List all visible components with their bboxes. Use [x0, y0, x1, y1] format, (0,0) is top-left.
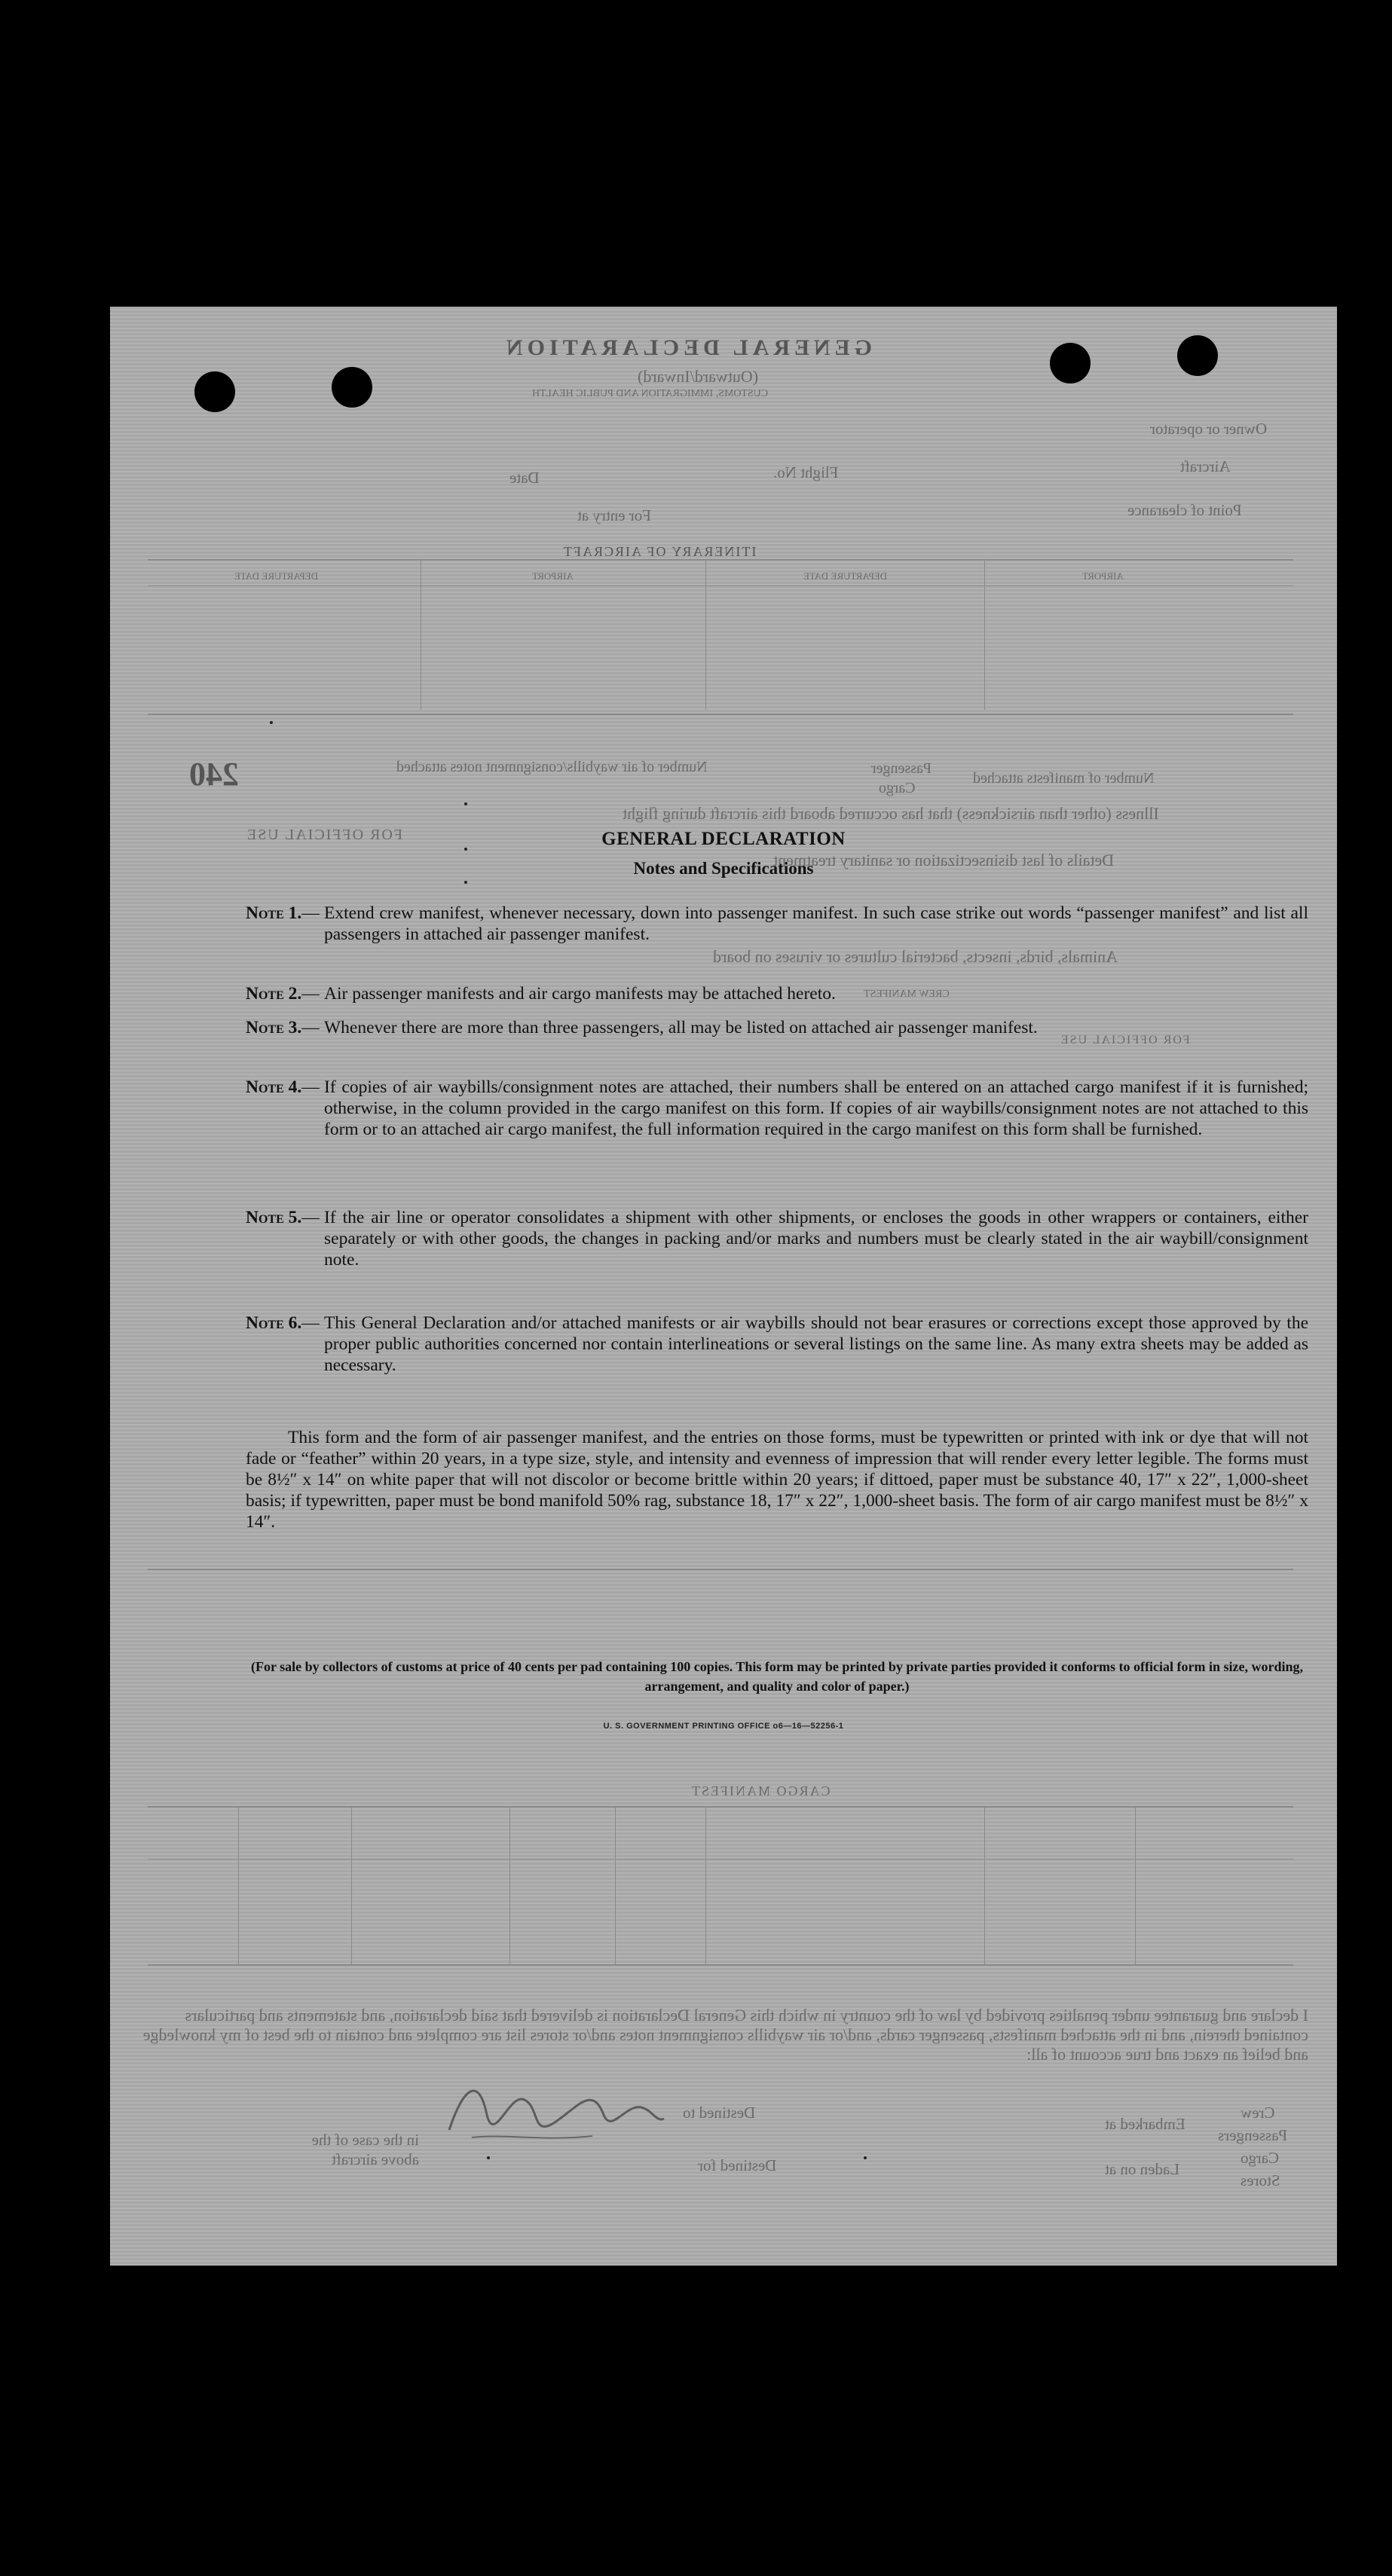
- punch-hole: [1177, 335, 1218, 376]
- bleed-through-rule: [705, 559, 706, 710]
- ink-speck: [464, 802, 467, 805]
- bleed-through-manifests: Number of manifests attached: [973, 770, 1155, 787]
- note-label: Note 4.—: [246, 1077, 320, 1097]
- note-label: Note 1.—: [246, 903, 320, 923]
- bleed-through-disinsect: Details of last disinsectization or sanitary treatment: [773, 851, 1115, 869]
- bleed-through-in-case: in the case of the above aircraft: [311, 2131, 419, 2168]
- bleed-through-illness: Illness (other than airsickness) that has occurred aboard this aircraft during flight: [623, 804, 1159, 823]
- bleed-through-rule: [148, 714, 1293, 715]
- bleed-through-crew-label: Crew: [1241, 2104, 1275, 2122]
- bleed-through-airport: AIRPORT: [532, 570, 574, 582]
- bleed-through-rule: [615, 1806, 616, 1964]
- bleed-through-rule: [148, 1964, 1293, 1966]
- bleed-through-point: Point of clearance: [1127, 501, 1242, 519]
- bleed-through-rule: [148, 585, 1293, 586]
- note-text: If copies of air waybills/consignment notes are attached, their numbers shall be entered on an attached cargo manifest if it is furnished; otherwise, in the column provided in the cargo manifest on this form. If copies of air waybills/consignment notes are not attached to this form or to an attached air cargo manifest, the full information required in the cargo manifest on this form shall be furnished.: [324, 1077, 1308, 1139]
- note-label: Note 2.—: [246, 984, 320, 1004]
- bleed-through-passengers-label: Passengers: [1218, 2126, 1288, 2144]
- bleed-through-cargo-label: Cargo: [1241, 2149, 1279, 2167]
- bleed-through-declaration: I declare and guarantee under penalties provided by law of the country in which this General Declaration is delivered that said declaration, and statements and particulars contained therein, and in the attached manifests, passenger cards, and/or air waybills consignment notes and/or stores list are complete and contain to the best of my knowledge and belief an exact and true account of all:: [142, 2006, 1308, 2064]
- note-text: If the air line or operator consolidates a shipment with other shipments, or encloses the goods in other wrappers or containers, either separately or with other goods, the changes in packing and/or marks and numbers must be clearly stated in the air waybill/consignment note.: [324, 1208, 1308, 1270]
- ink-speck: [270, 721, 273, 724]
- bleed-through-itinerary: ITINERARY OF AIRCRAFT: [562, 544, 757, 559]
- note-text: Air passenger manifests and air cargo manifests may be attached hereto.: [324, 984, 836, 1004]
- bleed-through-rule: [984, 1806, 985, 1964]
- bleed-through-agencies: CUSTOMS, IMMIGRATION AND PUBLIC HEALTH: [532, 388, 769, 399]
- ink-speck: [487, 2156, 490, 2159]
- form-specification-paragraph: This form and the form of air passenger manifest, and the entries on those forms, must be typewritten or printed with ink or dye that will not fade or “feather” within 20 years, in a type size, style, and intensity and evenness of impression that will render every letter legible. The forms must be 8½″ x 14″ on white paper that will not discolor or become brittle within 20 years; if dittoed, paper must be substance 40, 17″ x 22″, 1,000-sheet basis; if typewritten, paper must be bond manifold 50% rag, substance 18, 17″ x 22″, 1,000-sheet basis. The form of air cargo manifest must be 8½″ x 14″.: [246, 1428, 1308, 1532]
- bleed-through-rule: [509, 1806, 510, 1964]
- bleed-through-rule: [148, 1569, 1293, 1570]
- bleed-through-destined-for: Destined for: [698, 2156, 777, 2174]
- bleed-through-owner: Owner or operator: [1150, 420, 1268, 438]
- declaration-title: GENERAL DECLARATION: [601, 829, 846, 849]
- declaration-subtitle: Notes and Specifications: [633, 859, 814, 878]
- note-4: [246, 1077, 1308, 1140]
- bleed-through-crew: CREW MANIFEST: [864, 989, 950, 1000]
- note-2: [246, 983, 1308, 1004]
- bleed-through-rule: [351, 1806, 352, 1964]
- bleed-through-official: FOR OFFICIAL USE: [246, 827, 402, 843]
- ink-speck: [864, 2156, 867, 2159]
- bleed-through-cargo: Cargo: [879, 780, 916, 796]
- bleed-through-official: FOR OFFICIAL USE: [1060, 1034, 1190, 1047]
- note-text: This General Declaration and/or attached manifests or air waybills should not bear erasures or corrections except those approved by the proper public authorities concerned nor contain interlineations or several listings on the same line. As many extra sheets may be added as necessary.: [324, 1313, 1308, 1375]
- note-3: [246, 1017, 1308, 1038]
- printing-office-line: U. S. GOVERNMENT PRINTING OFFICE o6—16—52256-1: [603, 1722, 844, 1731]
- bleed-through-laden: Laden on at: [1105, 2160, 1180, 2178]
- bleed-through-airport: AIRPORT: [1082, 570, 1124, 582]
- bleed-through-signature: [442, 2062, 668, 2153]
- note-6: [246, 1312, 1308, 1376]
- bleed-through-stamp-number: 240: [189, 756, 239, 793]
- bleed-through-passenger: Passenger: [871, 760, 932, 777]
- note-label: Note 5.—: [246, 1208, 320, 1227]
- bleed-through-subtitle: (Outward/Inward): [638, 367, 759, 386]
- bleed-through-cargo-manifest: CARGO MANIFEST: [690, 1783, 831, 1798]
- bleed-through-flight: Flight No.: [773, 463, 839, 481]
- bleed-through-rule: [238, 1806, 239, 1964]
- bleed-through-animals: Animals, birds, insects, bacterial cultures or viruses on board: [713, 947, 1118, 966]
- bleed-through-destined: Destined to: [683, 2104, 756, 2122]
- bleed-through-rule: [148, 1806, 1293, 1807]
- bleed-through-departure-date: DEPARTURE DATE: [234, 570, 319, 582]
- punch-hole: [1050, 343, 1091, 383]
- document-sheet: [110, 307, 1337, 2266]
- bleed-through-title: GENERAL DECLARATION: [502, 335, 873, 360]
- note-label: Note 6.—: [246, 1313, 320, 1333]
- note-5: [246, 1207, 1308, 1270]
- bleed-through-rule: [705, 1806, 706, 1964]
- note-label: Note 3.—: [246, 1018, 320, 1037]
- punch-hole: [194, 371, 235, 412]
- ink-speck: [464, 881, 467, 884]
- bleed-through-waybills: Number of air waybills/consignment notes attached: [396, 759, 708, 775]
- bleed-through-date: Date: [509, 469, 540, 487]
- bleed-through-embarked: Embarked at: [1105, 2115, 1185, 2133]
- bleed-through-aircraft: Aircraft: [1180, 457, 1231, 475]
- sale-note: (For sale by collectors of customs at price of 40 cents per pad containing 100 copies. This form may be printed by private parties provided it conforms to official form in size, wording, arrangement, and quality and color of paper.): [250, 1659, 1304, 1694]
- bleed-through-departure-date: DEPARTURE DATE: [803, 570, 888, 582]
- note-1: [246, 903, 1308, 945]
- bleed-through-rule: [1135, 1806, 1136, 1964]
- note-text: Extend crew manifest, whenever necessary, down into passenger manifest. In such case strike out words “passenger manifest” and list all passengers in attached air passenger manifest.: [324, 903, 1308, 944]
- bleed-through-stores-label: Stores: [1241, 2171, 1280, 2189]
- punch-hole: [332, 367, 372, 408]
- bleed-through-rule: [148, 559, 1293, 561]
- bleed-through-rule: [984, 559, 985, 710]
- note-text: Whenever there are more than three passengers, all may be listed on attached air passenger manifest.: [324, 1018, 1038, 1037]
- bleed-through-entry: For entry at: [577, 506, 651, 524]
